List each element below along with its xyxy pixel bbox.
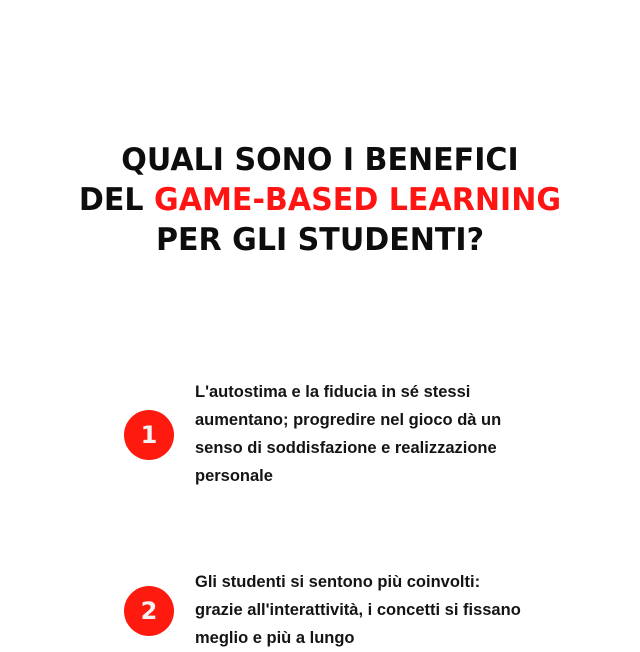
number-badge-1: 1 bbox=[124, 410, 174, 460]
title-line-2-prefix: DEL bbox=[78, 182, 155, 218]
title-line-2 bbox=[10, 180, 631, 220]
title-highlight: GAME-BASED LEARNING bbox=[154, 182, 562, 218]
title-line-1: QUALI SONO I BENEFICI bbox=[121, 142, 519, 178]
number-badge-2: 2 bbox=[124, 586, 174, 636]
title-line-3: PER GLI STUDENTI? bbox=[155, 222, 485, 258]
benefit-text-2: Gli studenti si sentono più coinvolti: grazie all'interattività, i concetti si fissano meglio e più a lungo bbox=[195, 573, 521, 647]
page-title bbox=[10, 140, 631, 260]
benefit-text-1: L'autostima e la fiducia in sé stessi aumentano; progredire nel gioco dà un senso di soddisfazione e realizzazione personale bbox=[195, 383, 502, 485]
